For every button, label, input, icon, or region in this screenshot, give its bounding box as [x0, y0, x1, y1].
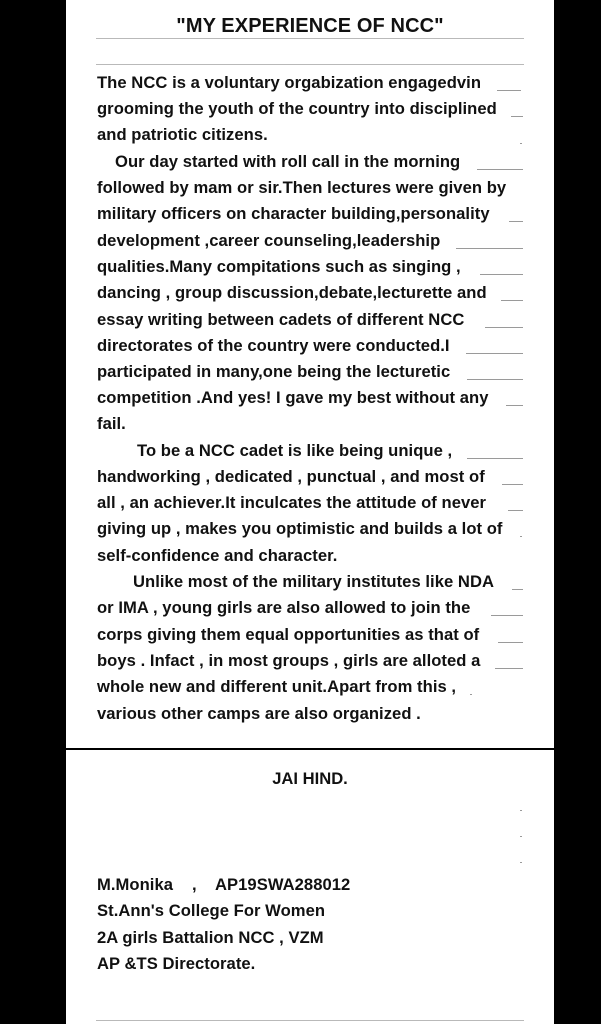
- body-line-18: giving up , makes you optimistic and builds a lot of: [97, 519, 503, 538]
- body-line-5: followed by mam or sir.Then lectures were given by: [97, 178, 507, 197]
- signature-college: St.Ann's College For Women: [97, 901, 326, 920]
- signature-battalion: 2A girls Battalion NCC , VZM: [97, 928, 324, 947]
- line-filler: [485, 327, 523, 328]
- line-filler: [501, 300, 523, 301]
- line-filler: [477, 169, 523, 170]
- line-filler: [520, 836, 522, 837]
- ruled-line: [96, 64, 524, 65]
- line-filler: [520, 810, 522, 811]
- body-line-20: Unlike most of the military institutes like NDA: [133, 572, 495, 591]
- line-filler: [470, 694, 472, 695]
- line-filler: [512, 589, 523, 590]
- body-line-13: competition .And yes! I gave my best without any: [97, 388, 489, 407]
- body-line-8: qualities.Many compitations such as singing ,: [97, 257, 461, 276]
- body-line-6: military officers on character building,personality: [97, 204, 490, 223]
- line-filler: [456, 248, 523, 249]
- signature-directorate: AP &TS Directorate.: [97, 954, 256, 973]
- body-line-11: directorates of the country were conducted.I: [97, 336, 450, 355]
- line-filler: [509, 221, 523, 222]
- line-filler: [506, 405, 523, 406]
- body-line-16: handworking , dedicated , punctual , and most of: [97, 467, 485, 486]
- ruled-line: [96, 1020, 524, 1021]
- body-line-2: grooming the youth of the country into disciplined: [97, 99, 497, 118]
- body-line-3: and patriotic citizens.: [97, 125, 268, 144]
- line-filler: [508, 510, 523, 511]
- body-line-21: or IMA , young girls are also allowed to join the: [97, 598, 471, 617]
- closing-salutation: JAI HIND.: [272, 769, 348, 788]
- line-filler: [467, 379, 523, 380]
- body-line-17: all , an achiever.It inculcates the attitude of never: [97, 493, 487, 512]
- signature-separator: ,: [192, 875, 197, 894]
- body-line-14: fail.: [97, 414, 126, 433]
- line-filler: [498, 642, 523, 643]
- body-line-22: corps giving them equal opportunities as that of: [97, 625, 480, 644]
- signature-id: AP19SWA288012: [215, 875, 351, 894]
- line-filler: [511, 116, 523, 117]
- line-filler: [467, 458, 523, 459]
- body-line-23: boys . Infact , in most groups , girls are alloted a: [97, 651, 481, 670]
- title-underline: [96, 38, 524, 39]
- line-filler: [497, 90, 521, 91]
- signature-name: M.Monika: [97, 875, 173, 894]
- line-filler: [502, 484, 523, 485]
- body-line-10: essay writing between cadets of different NCC: [97, 310, 465, 329]
- body-line-12: participated in many,one being the lecturetic: [97, 362, 451, 381]
- document-title: "MY EXPERIENCE OF NCC": [176, 15, 444, 37]
- line-filler: [520, 143, 522, 144]
- line-filler: [466, 353, 523, 354]
- line-filler: [491, 615, 523, 616]
- body-line-25: various other camps are also organized .: [97, 704, 421, 723]
- line-filler: [520, 862, 522, 863]
- line-filler: [520, 536, 522, 537]
- body-line-24: whole new and different unit.Apart from this ,: [97, 677, 457, 696]
- line-filler: [480, 274, 523, 275]
- body-line-9: dancing , group discussion,debate,lecturette and: [97, 283, 487, 302]
- body-line-7: development ,career counseling,leadership: [97, 231, 441, 250]
- body-line-19: self-confidence and character.: [97, 546, 338, 565]
- body-line-15: To be a NCC cadet is like being unique ,: [137, 441, 453, 460]
- body-line-1: The NCC is a voluntary orgabization engagedvin: [97, 73, 482, 92]
- body-line-4: Our day started with roll call in the morning: [115, 152, 461, 171]
- line-filler: [495, 668, 523, 669]
